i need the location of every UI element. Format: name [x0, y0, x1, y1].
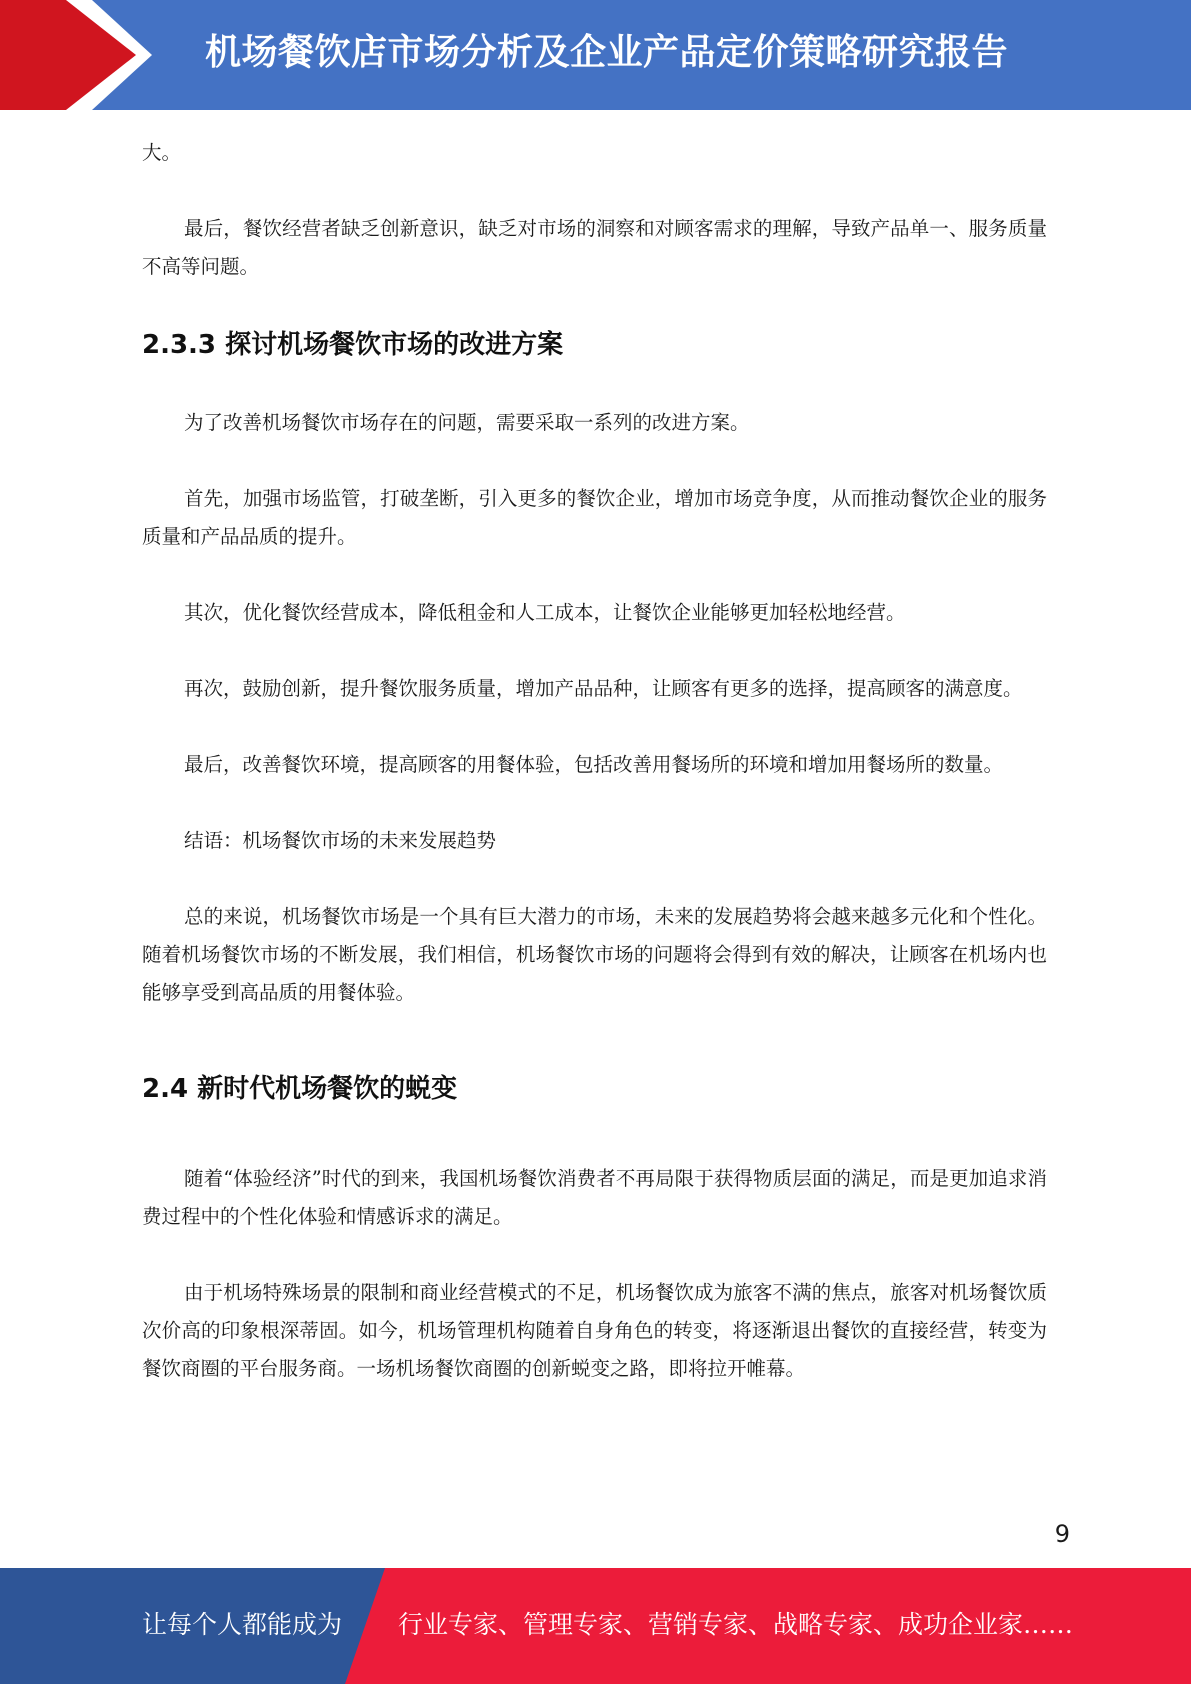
conclusion-label: 结语：机场餐饮市场的未来发展趋势	[184, 829, 497, 852]
report-title: 机场餐饮店市场分析及企业产品定价策略研究报告	[205, 32, 1009, 73]
paragraph: 再次，鼓励创新，提升餐饮服务质量，增加产品品种，让顾客有更多的选择，提高顾客的满意度。	[184, 677, 1023, 700]
paragraph: 总的来说，机场餐饮市场是一个具有巨大潜力的市场，未来的发展趋势将会越来越多元化和个性化。随着机场餐饮市场的不断发展，我们相信，机场餐饮市场的问题将会得到有效的解决，让顾客在机场内也能够享受到高品质的用餐体验。	[142, 905, 1047, 1004]
page-body	[142, 134, 1047, 1388]
paragraph: 其次，优化餐饮经营成本，降低租金和人工成本，让餐饮企业能够更加轻松地经营。	[184, 601, 906, 624]
page-footer	[0, 1568, 1191, 1684]
paragraph-continuation: 大。	[142, 141, 182, 164]
footer-slogan-right: 行业专家、管理专家、营销专家、战略专家、成功企业家……	[398, 1610, 1074, 1639]
page-header	[0, 0, 1191, 110]
footer-slogan-left: 让每个人都能成为	[142, 1610, 343, 1639]
paragraph: 随着“体验经济”时代的到来，我国机场餐饮消费者不再局限于获得物质层面的满足，而是更加追求消费过程中的个性化体验和情感诉求的满足。	[142, 1167, 1047, 1228]
paragraph: 首先，加强市场监管，打破垄断，引入更多的餐饮企业，增加市场竞争度，从而推动餐饮企业的服务质量和产品品质的提升。	[142, 487, 1047, 548]
paragraph: 最后，改善餐饮环境，提高顾客的用餐体验，包括改善用餐场所的环境和增加用餐场所的数量。	[184, 753, 1004, 776]
paragraph: 最后，餐饮经营者缺乏创新意识，缺乏对市场的洞察和对顾客需求的理解，导致产品单一、服务质量不高等问题。	[142, 217, 1047, 278]
paragraph: 为了改善机场餐饮市场存在的问题，需要采取一系列的改进方案。	[184, 411, 750, 434]
section-heading-2-4: 2.4 新时代机场餐饮的蜕变	[142, 1074, 458, 1104]
section-heading-2-3-3: 2.3.3 探讨机场餐饮市场的改进方案	[142, 330, 564, 360]
page-number: 9	[1054, 1520, 1070, 1548]
paragraph: 由于机场特殊场景的限制和商业经营模式的不足，机场餐饮成为旅客不满的焦点，旅客对机场餐饮质次价高的印象根深蒂固。如今，机场管理机构随着自身角色的转变，将逐渐退出餐饮的直接经营，转变为餐饮商圈的平台服务商。一场机场餐饮商圈的创新蜕变之路，即将拉开帷幕。	[142, 1281, 1047, 1380]
